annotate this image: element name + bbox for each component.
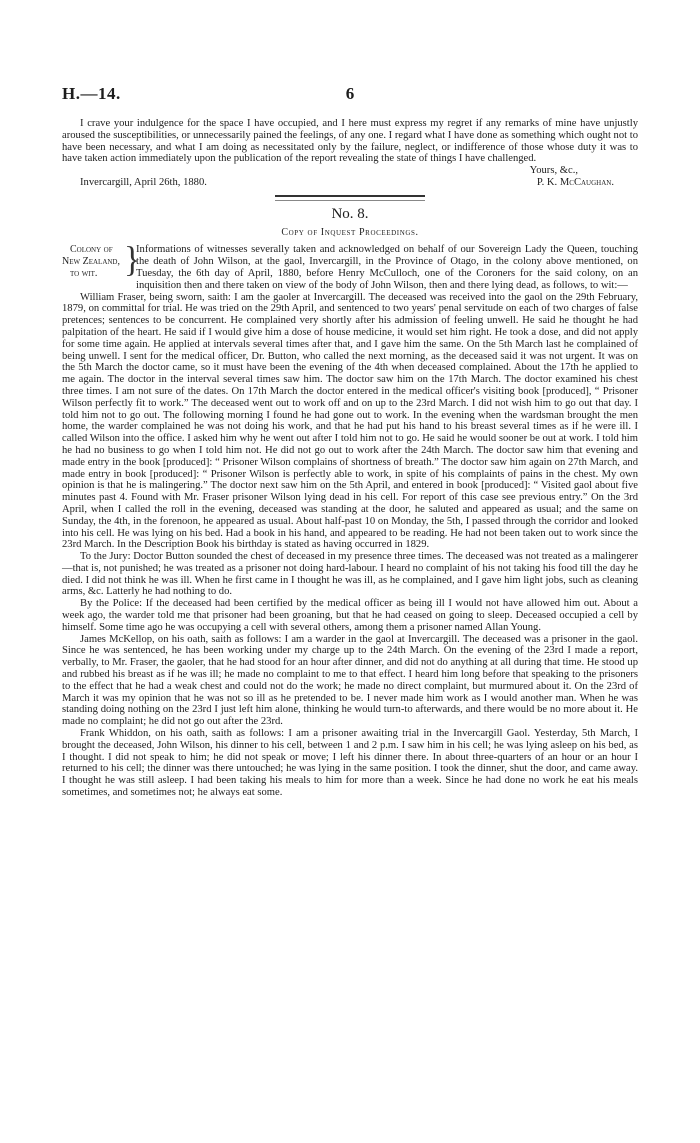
testimony-mckellop: James McKellop, on his oath, saith as follows: I am a warder in the gaol at Invercargill. The deceased was a prisoner in the gaol. Since he was sentenced, he has been working under my charge up to the 24th March. On the evening of the 23rd I made a report, verbally, to Mr. Fraser, the gaoler, that he had stood for an hour after dinner, and did not do anything at all during that time. He stood up and rubbed his breast as if he was ill; he made no complaint to me to that effect. I heard him long before that speaking to the prisoners to the effect that he had a weak chest and could not do the work; he made no direct complaint, but murmured about it. On the 23rd of March it was my opinion that he was not so ill as he pretended to be. I never made him work as I would another man. When he was standing doing nothing on the 23rd I just left him alone, thinking he would turn-to afterwards, and there would be no more about it. He made no complaint; he did not go out after the 23rd. [62, 633, 638, 728]
testimony-by-police: By the Police: If the deceased had been certified by the medical officer as being ill I would not have allowed him out. About a week ago, the warder told me that prisoner had been groaning, but that he had ceased on going to sleep. Deceased occupied a cell by himself. Some time ago he was occupying a cell with several others, among them a prisoner named Allan Young. [62, 598, 638, 633]
colony-caption [62, 244, 124, 291]
informations-paragraph: Informations of witnesses severally taken and acknowledged on behalf of our Sovereign Lady the Queen, touching the death of John Wilson, at the gaol, Invercargill, in the Province of Otago, in the colony above mentioned, on Tuesday, the 6th day of April, 1880, before Henry McCulloch, one of the Coroners for the said colony, on an inquisition then and there taken on view of the body of John Wilson, then and there lying dead, as follows, to wit:— [136, 244, 638, 291]
letter-paragraph: I crave your indulgence for the space I have occupied, and I here must express my regret if any remarks of mine have unjustly aroused the susceptibilities, or unnecessarily pained the feelings, of any one. I regard what I have done as something which ought not to have been necessary, and what I am doing as necessitated only by the failure, neglect, or indifference of those whose duty it was to have taken action immediately upon the publication of the report revealing the state of things I have challenged. [62, 118, 638, 165]
testimony-to-jury: To the Jury: Doctor Button sounded the chest of deceased in my presence three times. The deceased was not treated as a malingerer—that is, not punished; he was treated as a prisoner not doing hard-labour. I heard no complaint of his not taking his food till the day he died. I did not think he was ill. When he first came in I thought he was ill, as he complained, and I gave him light jobs, such as cleaning arms, &c. Latterly he had nothing to do. [62, 551, 638, 598]
section-divider [275, 195, 425, 201]
letter-signoff [62, 165, 638, 189]
letter-signature: P. K. McCaughan. [536, 176, 614, 188]
letter-closing: Yours, &c., [529, 165, 578, 177]
testimony-whiddon: Frank Whiddon, on his oath, saith as follows: I am a prisoner awaiting trial in the Invercargill Gaol. Yesterday, 5th March, I brought the deceased, John Wilson, his dinner to his cell, between 1 and 2 p.m. I saw him in his cell; he was lying asleep on his bed, as I thought. I did not speak to him; he did not speak or move; I left his dinner there. In about three-quarters of an hour or an hour I returned to his cell; the dinner was there untouched; he was lying in the same position. I took the dinner, shut the door, and came away. I thought he was still asleep. I had been taking his meals to him for more than a week. Since he had done no work he eat his meals sometimes, and sometimes not; he always eat some. [62, 728, 638, 799]
colony-line-2: New Zealand, [62, 256, 120, 268]
page-header [62, 84, 638, 106]
testimony-fraser: William Fraser, being sworn, saith: I am the gaoler at Invercargill. The deceased was received into the gaol on the 29th February, 1879, on committal for trial. He was tried on the 29th April, and sentenced to two years' penal servitude on each of two charges of false pretences; sentences to be concurrent. He complained very shortly after his admission of feeling unwell. He said he thought he had palpitation of the heart. He said if I would give him a dose of house medicine, it would set him right. He took a dose, and did not apply for some time again. He applied at intervals several times after that, and I gave him the same. On the 5th March last he complained of being unwell. I sent for the medical officer, Dr. Button, who called the next morning, as the deceased said it was not urgent. It was on the 5th March the doctor came, so it must have been the evening of the 4th when deceased complained. About the 17th he applied to me again. The doctor in the interval several times saw him. The doctor saw him on the 17th March. The doctor examined his chest three times. I am not sure of the dates. On 17th March the doctor entered in the medical officer's visiting book [produced], “ Prisoner Wilson perfectly fit to work.” The deceased went out to work off and on up to the 23rd March. I did not wish him to go out that day. I told him not to go out. The following morning I found he had gone out to work. In the evening when the wardsman brought the men home, the warder complained he was not doing his work, and that he had put his hand to his breast several times as if he were ill. I called Wilson into the office. I asked him why he went out after I told him not to go. He said he would sooner be out at work. I told him he had no business to go when I told him not. He did not go out to work after the 24th March. The doctor saw him that evening and made entry in the book [produced]: “ Prisoner Wilson complains of shortness of breath.” The doctor saw him again on 27th March, and made entry in book [produced]: “ Prisoner Wilson is perfectly able to work, in spite of his complaints of pains in the chest. My own opinion is that he is malingering.” The doctor next saw him on the 5th April, and entered in book [produced]: “ Visited gaol about five minutes past 4. Found with Mr. Fraser prisoner Wilson lying dead in his cell. For report of this case see previous entry.” On the 3rd April, when I called the roll in the evening, deceased was standing at the door, he saluted and appeared as usual; and the same on Sunday, the 4th, in the forenoon, he appeared as usual. About half-past 10 on Monday, the 5th, I passed through the corridor and looked into his cell. He was lying on his bed. Had a book in his hand, and appeared to be reading. He had not been taken out to work since the 23rd March. In the Description Book his birthday is stated as having occurred in 1829. [62, 291, 638, 551]
letter-place-date: Invercargill, April 26th, 1880. [80, 176, 207, 188]
document-reference: H.—14. [62, 84, 121, 103]
colony-heading-block [62, 241, 638, 291]
brace-glyph: } [124, 241, 141, 280]
section-number: No. 8. [331, 205, 369, 222]
colony-line-1: Colony of [70, 244, 113, 256]
page-body [62, 118, 638, 799]
page-number: 6 [345, 84, 355, 103]
section-subtitle: Copy of Inquest Proceedings. [281, 226, 419, 238]
colony-line-3: to wit. [70, 267, 98, 279]
